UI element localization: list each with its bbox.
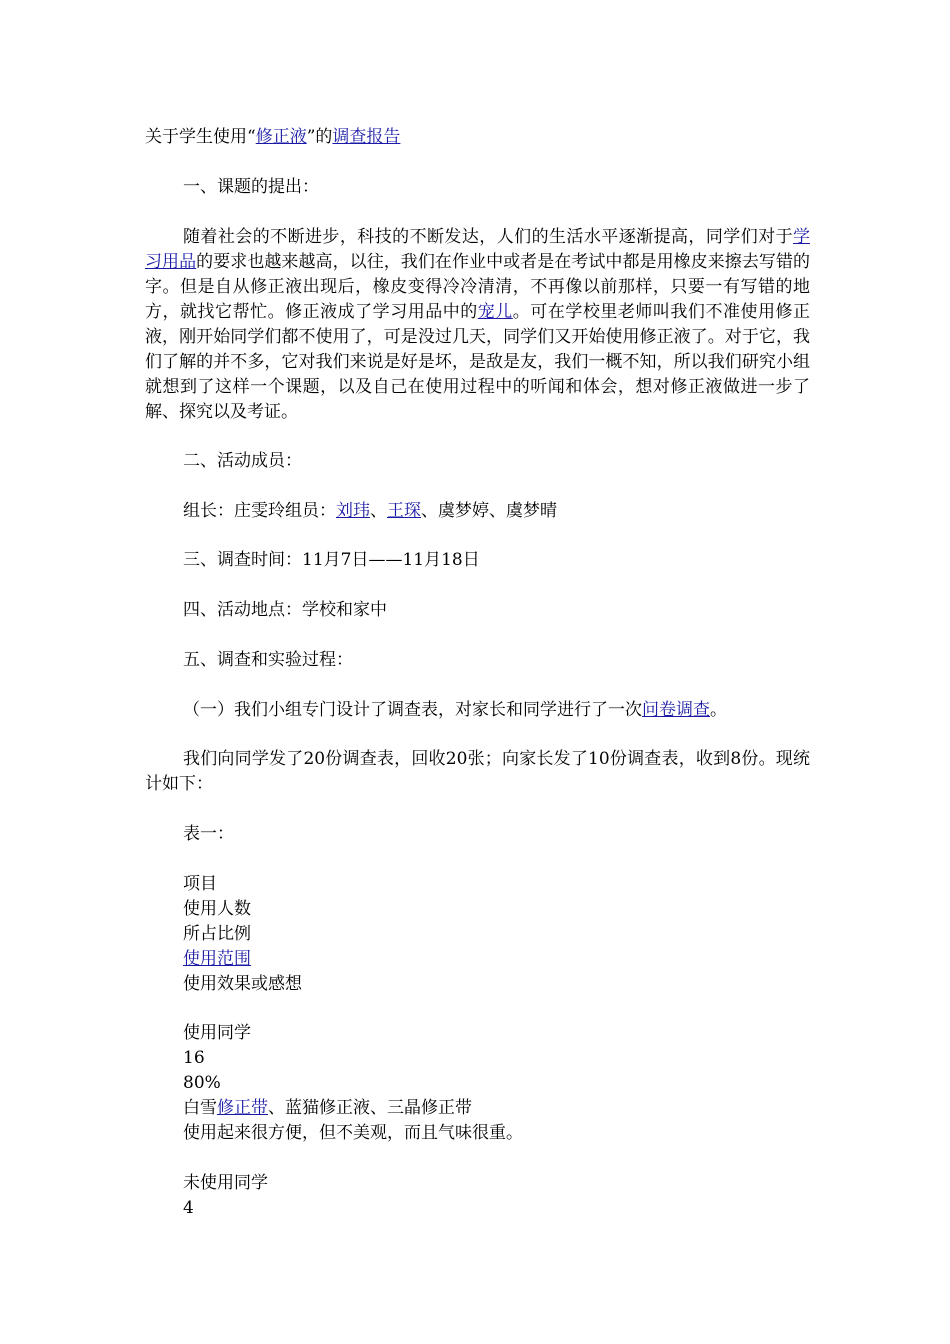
survey-time: 三、调查时间：11月7日——11月18日 — [183, 550, 480, 570]
link-survey-report[interactable]: 调查报告 — [332, 127, 401, 147]
section-heading-1: 一、课题的提出： — [183, 177, 319, 197]
section-heading-5: 五、调查和实验过程： — [183, 650, 353, 670]
table-row-used-count: 16 — [183, 1048, 205, 1068]
table-header-effect: 使用效果或感想 — [183, 974, 302, 994]
activity-location: 四、活动地点：学校和家中 — [183, 600, 387, 620]
link-school-supplies[interactable]: 学习用品 — [145, 227, 810, 272]
document-title — [145, 125, 400, 149]
link-correction-tape[interactable]: 修正带 — [217, 1098, 268, 1118]
intro-text-1: 随着社会的不断进步，科技的不断发达，人们的生活水平逐渐提高，同学们对于 — [183, 227, 793, 247]
table-row-used-ratio: 80% — [183, 1073, 221, 1093]
range-text-post: 、蓝猫修正液、三晶修正带 — [268, 1098, 472, 1118]
table-header-count: 使用人数 — [183, 899, 251, 919]
step-1-end: 。 — [710, 700, 727, 720]
intro-text-2: 的要求也越来越高，以往，我们在作业中或者是在考试中都是用橡皮来擦去写错的字。但是自从修正液出现后，橡皮变得冷冷清清，不再像以前那样，只要一有写错的地方，就找它帮忙。修正液成了学习用品中的 — [145, 252, 811, 322]
step-1-line — [183, 698, 727, 722]
link-questionnaire[interactable]: 问卷调查 — [642, 700, 710, 720]
members-text: 组长：庄雯玲组员： — [183, 501, 336, 521]
title-text: 关于学生使用“ — [145, 127, 256, 147]
step-1-text: （一）我们小组专门设计了调查表，对家长和同学进行了一次 — [183, 700, 642, 720]
range-text-pre: 白雪 — [183, 1098, 217, 1118]
link-correction-fluid[interactable]: 修正液 — [255, 127, 307, 147]
table-1-label: 表一： — [183, 824, 234, 844]
section-heading-2: 二、活动成员： — [183, 451, 302, 471]
link-favorite[interactable]: 宠儿 — [477, 302, 513, 322]
table-row-unused-item: 未使用同学 — [183, 1173, 268, 1193]
link-member-wang-chen[interactable]: 王琛 — [387, 501, 421, 521]
members-sep: 、 — [370, 501, 387, 521]
table-header-ratio: 所占比例 — [183, 924, 251, 944]
table-row-unused-count: 4 — [183, 1198, 194, 1218]
intro-paragraph — [145, 225, 810, 425]
table-header-item: 项目 — [183, 874, 217, 894]
table-row-used-effect: 使用起来很方便，但不美观，而且气味很重。 — [183, 1123, 523, 1143]
members-rest: 、虞梦婷、虞梦晴 — [421, 501, 557, 521]
table-row-used-item: 使用同学 — [183, 1023, 251, 1043]
title-text-mid: ”的 — [306, 127, 333, 147]
stats-paragraph: 我们向同学发了20份调查表，回收20张；向家长发了10份调查表，收到8份。现统计如下： — [145, 749, 810, 794]
link-usage-range[interactable]: 使用范围 — [183, 949, 251, 969]
link-member-liu-wei[interactable]: 刘玮 — [336, 501, 370, 521]
intro-text-3: 。可在学校里老师叫我们不准使用修正液，刚开始同学们都不使用了，可是没过几天，同学们又开始使用修正液了。对于它，我们了解的并不多，它对我们来说是好是坏，是敌是友，我们一概不知，所以我们研究小组就想到了这样一个课题，以及自己在使用过程中的听闻和体会，想对修正液做进一步了解、探究以及考证。 — [145, 302, 811, 422]
table-row-used-range — [183, 1096, 472, 1120]
members-line — [183, 499, 557, 523]
table-header-range — [183, 947, 251, 971]
